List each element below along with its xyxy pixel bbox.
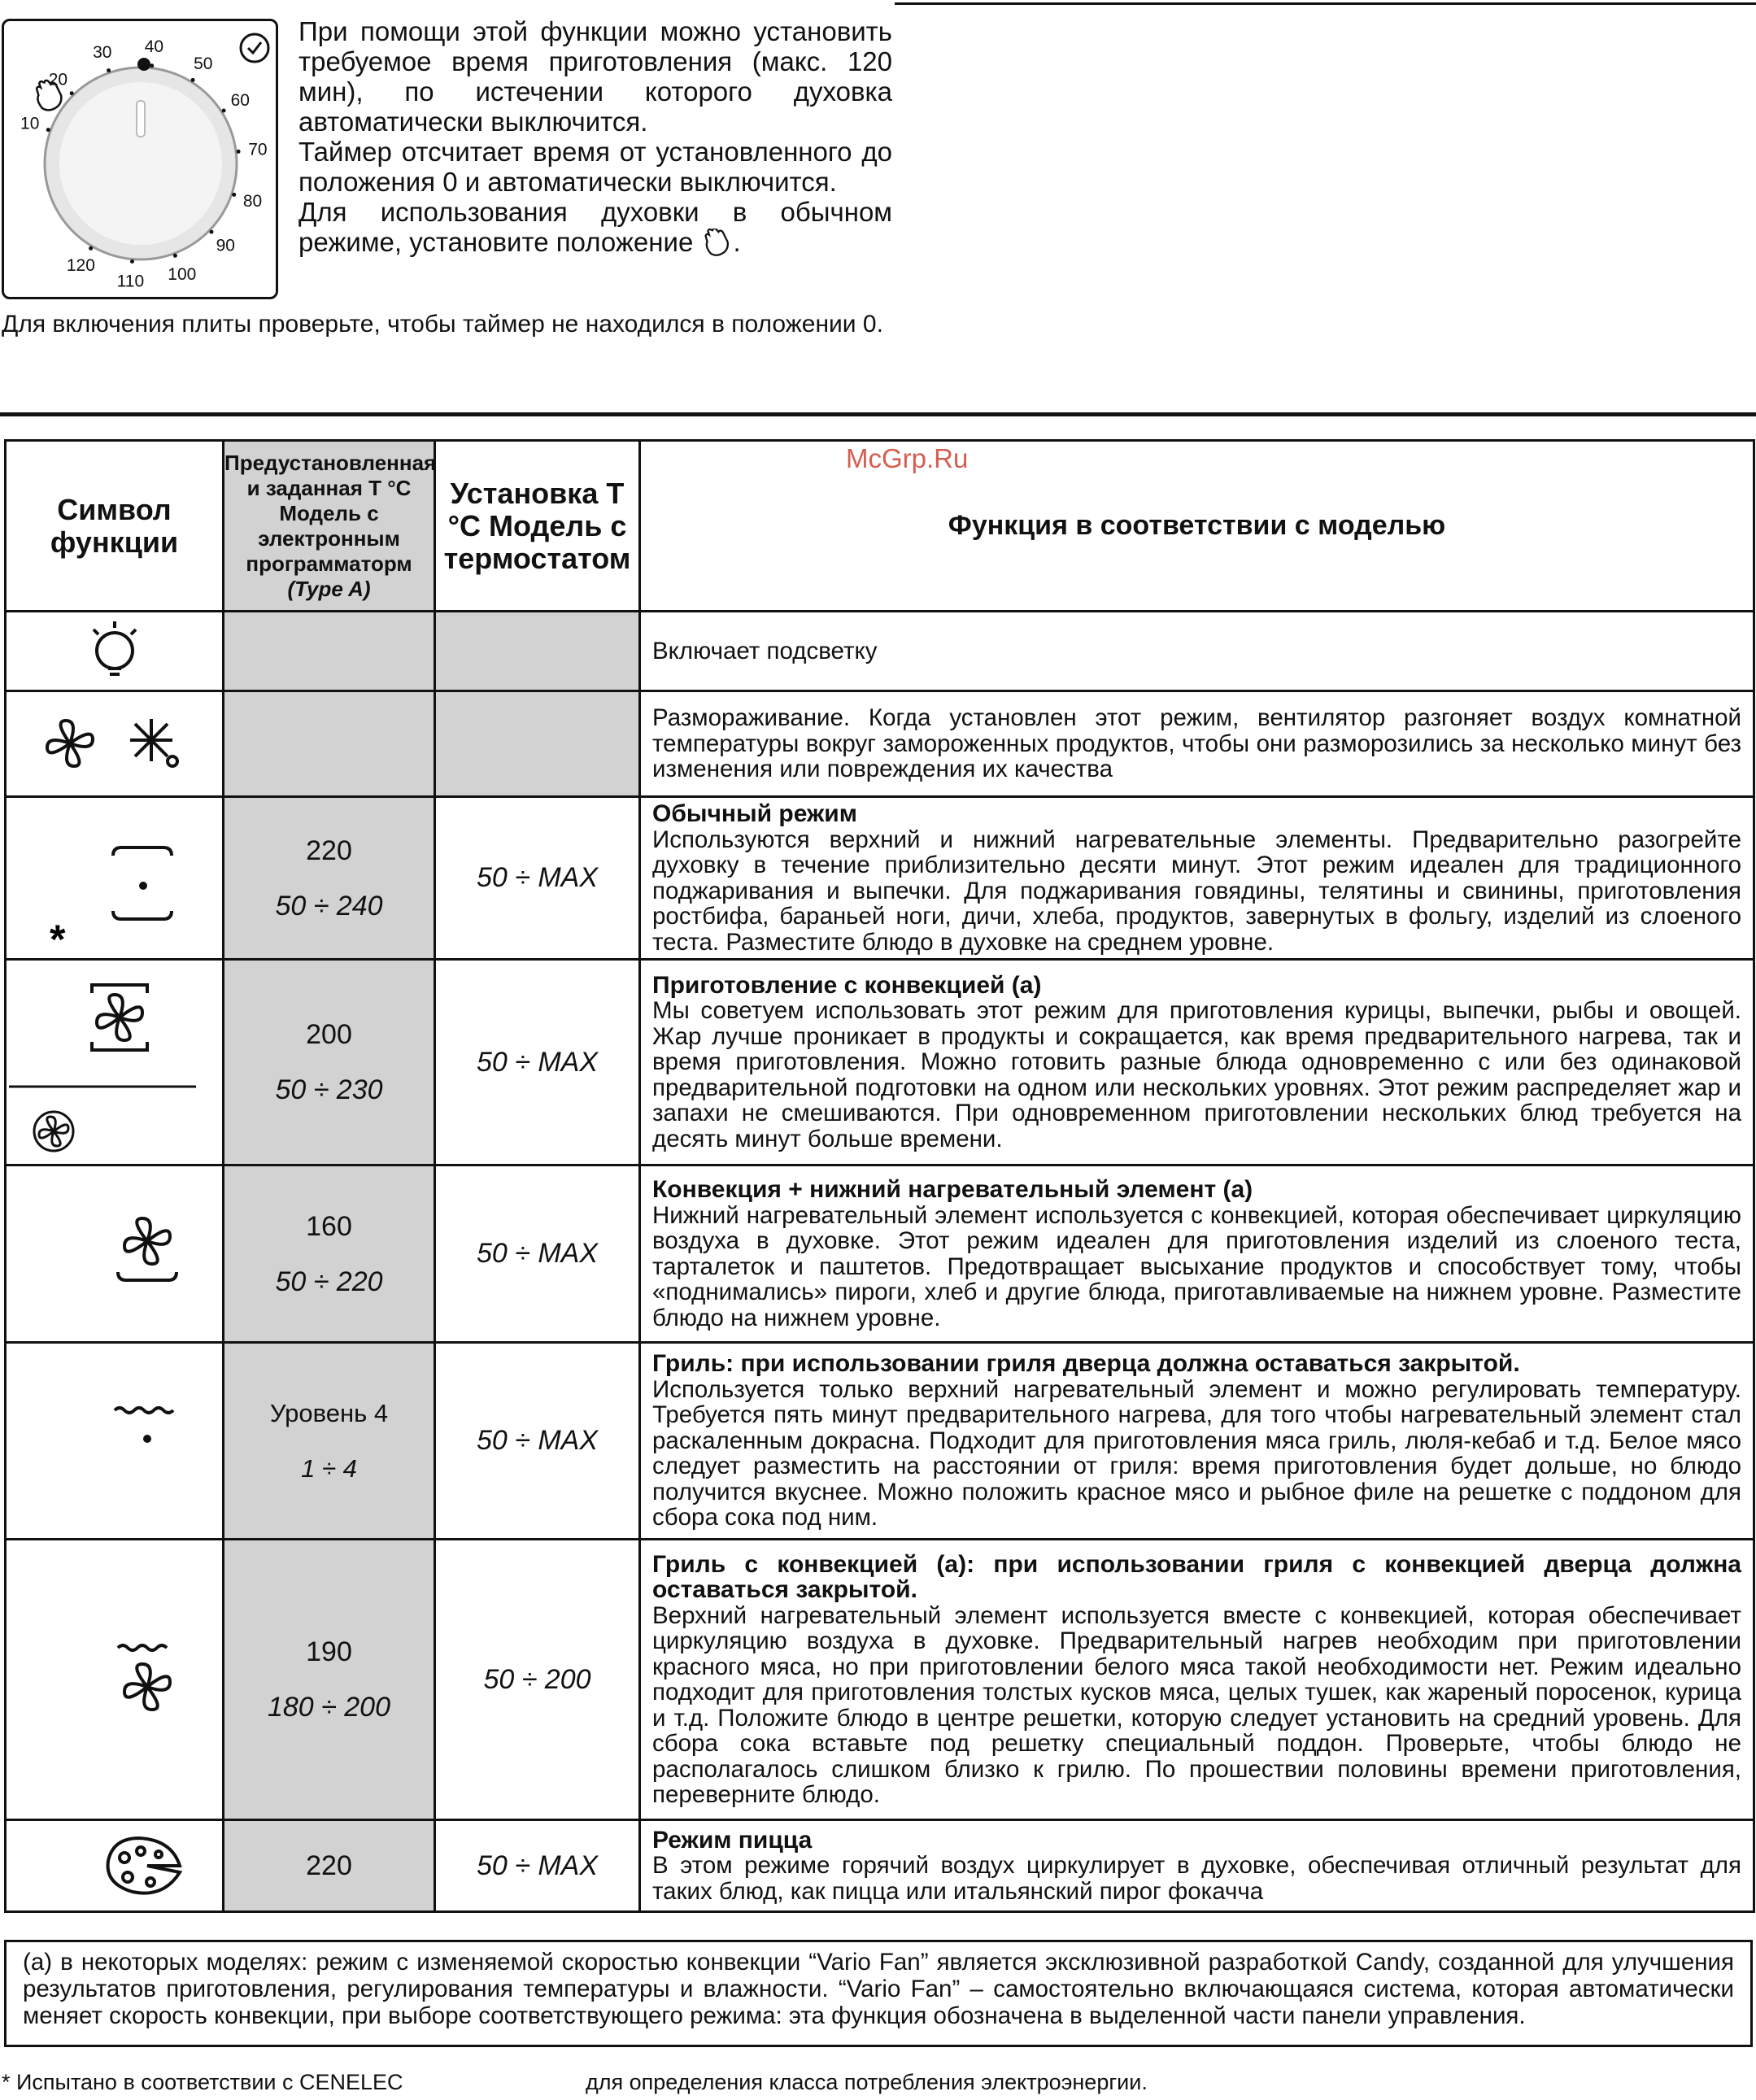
dial-indicator	[137, 101, 145, 137]
description-text: Включает подсветку	[652, 637, 878, 664]
dial-tick-label: 100	[168, 264, 197, 284]
symbol-cell	[6, 1343, 224, 1540]
description-cell	[640, 1820, 1754, 1912]
header-function: Функция в соответствии с моделью	[640, 441, 1754, 612]
preset-value: 220	[306, 834, 352, 866]
preset-range: 180 ÷ 200	[267, 1692, 390, 1723]
header-preset	[224, 441, 435, 612]
dial-tick-dot	[46, 128, 50, 132]
energy-note: для определения класса потребления электроэнергии.	[586, 2070, 1148, 2094]
description-title: Конвекция + нижний нагревательный элемент (a)	[652, 1176, 1253, 1203]
preset-range: 50 ÷ 230	[275, 1074, 383, 1105]
header-setting: Установка T °C Модель с термостатом	[435, 441, 640, 612]
setting-cell: 50 ÷ MAX	[435, 797, 640, 960]
description-cell	[640, 612, 1754, 691]
dial-tick-dot	[222, 109, 226, 113]
description-cell	[640, 691, 1754, 797]
dial-tick-label: 40	[144, 37, 164, 56]
symbol-cell	[6, 612, 224, 691]
preset-range: 50 ÷ 220	[275, 1266, 383, 1297]
symbol-cell	[6, 1540, 224, 1820]
dial-tick-label: 10	[20, 114, 40, 133]
header-preset-type: (Type A)	[287, 576, 371, 601]
hand-icon	[700, 229, 733, 258]
dial-tick-dot	[70, 91, 74, 95]
setting-cell: 50 ÷ MAX	[435, 1343, 640, 1540]
description-text: Размораживание. Когда установлен этот режим, вентилятор разгоняет воздух комнатной температуры вокруг замороженных продуктов, чтобы они разморозились за несколько минут без изменения или повреждения их качества	[652, 704, 1741, 783]
preset-cell	[224, 1343, 435, 1540]
table-row	[6, 691, 1754, 797]
description-cell	[640, 1540, 1754, 1820]
preset-cell	[224, 1540, 435, 1820]
description-title: Гриль: при использовании гриля дверца должна оставаться закрытой.	[652, 1350, 1520, 1378]
description-text: В этом режиме горячий воздух циркулирует в духовке, обеспечивая отличный результат для таких блюд, как пицца или итальянский пирог фокачча	[652, 1852, 1741, 1905]
fan-grill-icon	[33, 1617, 196, 1739]
description-cell	[640, 1343, 1754, 1540]
dial-tick-label: 60	[230, 91, 250, 111]
dial-tick-label: 120	[66, 255, 95, 275]
table-row	[6, 1165, 1754, 1343]
description-title: Гриль с конвекцией (a): при использовании гриля с конвекцией дверца должна оставаться закрытой.	[652, 1550, 1741, 1603]
setting-cell: 50 ÷ MAX	[435, 1820, 640, 1912]
dial-zero-dot	[137, 58, 150, 71]
dial-tick-dot	[130, 259, 134, 264]
convection-bottom-icon	[33, 1191, 196, 1313]
convection-icon	[9, 961, 220, 1160]
description-title: Режим пицца	[652, 1826, 813, 1854]
setting-cell: 50 ÷ MAX	[435, 1165, 640, 1343]
timer-note: Для включения плиты проверьте, чтобы таймер не находился в положении 0.	[2, 311, 883, 338]
preset-range: 1 ÷ 4	[301, 1453, 357, 1483]
timer-description	[298, 16, 892, 258]
table-row	[6, 960, 1754, 1165]
preset-value: 190	[306, 1636, 352, 1667]
intro-paragraph-2: Таймер отсчитает время от установленного до положения 0 и автоматически выключится.	[298, 137, 892, 197]
table-row	[6, 612, 1754, 691]
header-symbol: Символ функции	[6, 441, 224, 612]
preset-cell	[224, 797, 435, 960]
setting-cell: 50 ÷ MAX	[435, 960, 640, 1165]
preset-cell	[224, 691, 435, 797]
dial-tick-dot	[89, 246, 93, 251]
intro-paragraph-3	[298, 197, 892, 258]
preset-value: 220	[306, 1850, 352, 1881]
dial-tick-label: 70	[248, 140, 268, 159]
dial-tick-label: 30	[93, 42, 112, 62]
preset-cell	[224, 960, 435, 1165]
table-row	[6, 1540, 1754, 1820]
section-rule	[0, 412, 1756, 416]
setting-cell: 50 ÷ 200	[435, 1540, 640, 1820]
timer-dial-panel	[2, 19, 278, 299]
preset-range: 50 ÷ 240	[275, 890, 383, 921]
manual-mode-text: Для использования духовки в обычном режиме, установите положение	[298, 197, 892, 257]
dial-tick-label: 80	[242, 192, 263, 211]
dial-tick-dot	[232, 193, 236, 197]
symbol-cell	[6, 691, 224, 797]
preset-value: Уровень 4	[269, 1398, 389, 1427]
dial-tick-dot	[237, 150, 241, 154]
description-text: Используется только верхний нагревательный элемент и можно регулировать температуру. Требуется пять минут предварительного нагрева, для того чтобы нагревательный элемент стал раскаленным докрасна. Подходит для приготовления мяса гриль, люля-кебаб и т.д. Белое мясо следует разместить на расстоянии от гриля: время приготовления будет дольше, но блюдо получится вкуснее. Можно положить красное мясо и рыбное филе на решетке с поддоном для сбора сока под ним.	[652, 1375, 1741, 1531]
watermark: McGrp.Ru	[846, 443, 969, 473]
description-title: Обычный режим	[652, 800, 857, 827]
dial-tick-dot	[107, 68, 111, 72]
symbol-cell	[6, 1165, 224, 1343]
preset-value: 160	[306, 1210, 352, 1242]
dial-tick-label: 90	[216, 236, 235, 255]
description-title: Приготовление с конвекцией (a)	[652, 971, 1042, 999]
description-text: Используются верхний и нижний нагревательные элементы. Предварительно разогрейте духовку в течение приблизительно десяти минут. Этот режим идеален для традиционного поджаривания и выпечки. Для поджаривания говядины, телятины и свинины, приготовления ростбифа, бараньей ноги, дичи, хлеба, продуктов, завернутых в фольгу, изделий из слоеного теста. Разместите блюдо в духовке на среднем уровне.	[652, 826, 1741, 956]
top-rule	[895, 2, 1756, 5]
manual-mode-end: .	[733, 227, 741, 257]
intro-paragraph-1: При помощи этой функции можно установить требуемое время приготовления (макс. 120 мин), по истечении которого духовка автоматически выключится.	[298, 16, 892, 137]
description-cell	[640, 960, 1754, 1165]
timer-dial[interactable]	[4, 21, 276, 297]
description-text: Мы советуем использовать этот режим для приготовления курицы, выпечки, рыбы и овощей. Жар лучше проникает в продукты и сокращается, как время предварительного нагрева, так и время приготовления. Можно готовить разные блюда одновременно с или без одинаковой предварительной подготовки на одном или нескольких уровнях. Этот режим распределяет жар и запахи не смешиваются. При одновременном приготовлении нескольких блюд требуется на десять минут больше времени.	[652, 997, 1741, 1152]
preset-cell	[224, 1165, 435, 1343]
symbol-cell	[6, 797, 224, 960]
star-note: * Испытано в соответствии с CENELEC	[2, 2070, 403, 2094]
dial-tick-dot	[191, 78, 195, 82]
lamp-icon	[82, 616, 147, 682]
description-text: Нижний нагревательный элемент используется с конвекцией, которая обеспечивает циркуляцию воздуха в духовке. Этот режим идеален для приготовления изделий из слоеного теста, тарталеток и паштетов. Предотвращает высыхание продуктов и способствует тому, чтобы «поднимались» пироги, хлеб и другие блюда, приготавливаемые на нижнем уровне. Разместите блюдо на нижнем уровне.	[652, 1201, 1741, 1331]
table-row	[6, 797, 1754, 960]
dial-tick-label: 20	[48, 70, 68, 89]
function-table	[4, 439, 1755, 1913]
symbol-cell	[6, 1820, 224, 1912]
clock-icon	[241, 34, 268, 62]
conventional-icon	[33, 799, 196, 953]
description-cell	[640, 1165, 1754, 1343]
symbol-cell	[6, 960, 224, 1165]
setting-cell	[435, 691, 640, 797]
star-marker: *	[49, 917, 65, 953]
table-row	[6, 1820, 1754, 1912]
setting-cell	[435, 612, 640, 691]
pizza-icon	[33, 1823, 196, 1905]
grill-icon	[33, 1378, 196, 1500]
dial-tick-dot	[150, 63, 154, 68]
dial-tick-label: 110	[116, 272, 145, 291]
preset-cell	[224, 612, 435, 691]
footnote: (a) в некоторых моделях: режим с изменяемой скоростью конвекции “Vario Fan” является эксклюзивной разработкой Candy, созданной для улучшения результатов приготовления, регулирования температуры и влажности. “Vario Fan” – самостоятельно включающаяся система, которая автоматически меняет скорость конвекции, при выборе соответствующего режима: эта функция обозначена в выделенной части панели управления.	[4, 1940, 1753, 2047]
description-cell	[640, 797, 1754, 960]
preset-cell	[224, 1820, 435, 1912]
defrost-icon	[33, 709, 196, 774]
header-preset-label: Предустановленная и заданная T °C Модель с электронным программаторм	[224, 450, 437, 576]
dial-tick-dot	[173, 254, 177, 258]
dial-tick-dot	[210, 230, 214, 234]
table-row	[6, 1343, 1754, 1540]
description-text: Верхний нагревательный элемент используется вместе с конвекцией, которая обеспечивает циркуляцию воздуха в духовке. Предварительный нагрев необходим при приготовлении красного мяса, но при приготовлении белого мяса такой необходимости нет. Режим идеально подходит для приготовления толстых кусков мяса, целых тушек, как жареный поросенок, курица и т.д. Положите блюдо в центре решетки, которую следует установить на средний уровень. Для сбора сока вставьте под решетку специальный поддон. Проверьте, чтобы блюдо не располагалось слишком близко к грилю. По прошествии половины времени приготовления, переверните блюдо.	[652, 1601, 1741, 1808]
dial-tick-label: 50	[194, 54, 213, 73]
preset-value: 200	[306, 1019, 352, 1050]
